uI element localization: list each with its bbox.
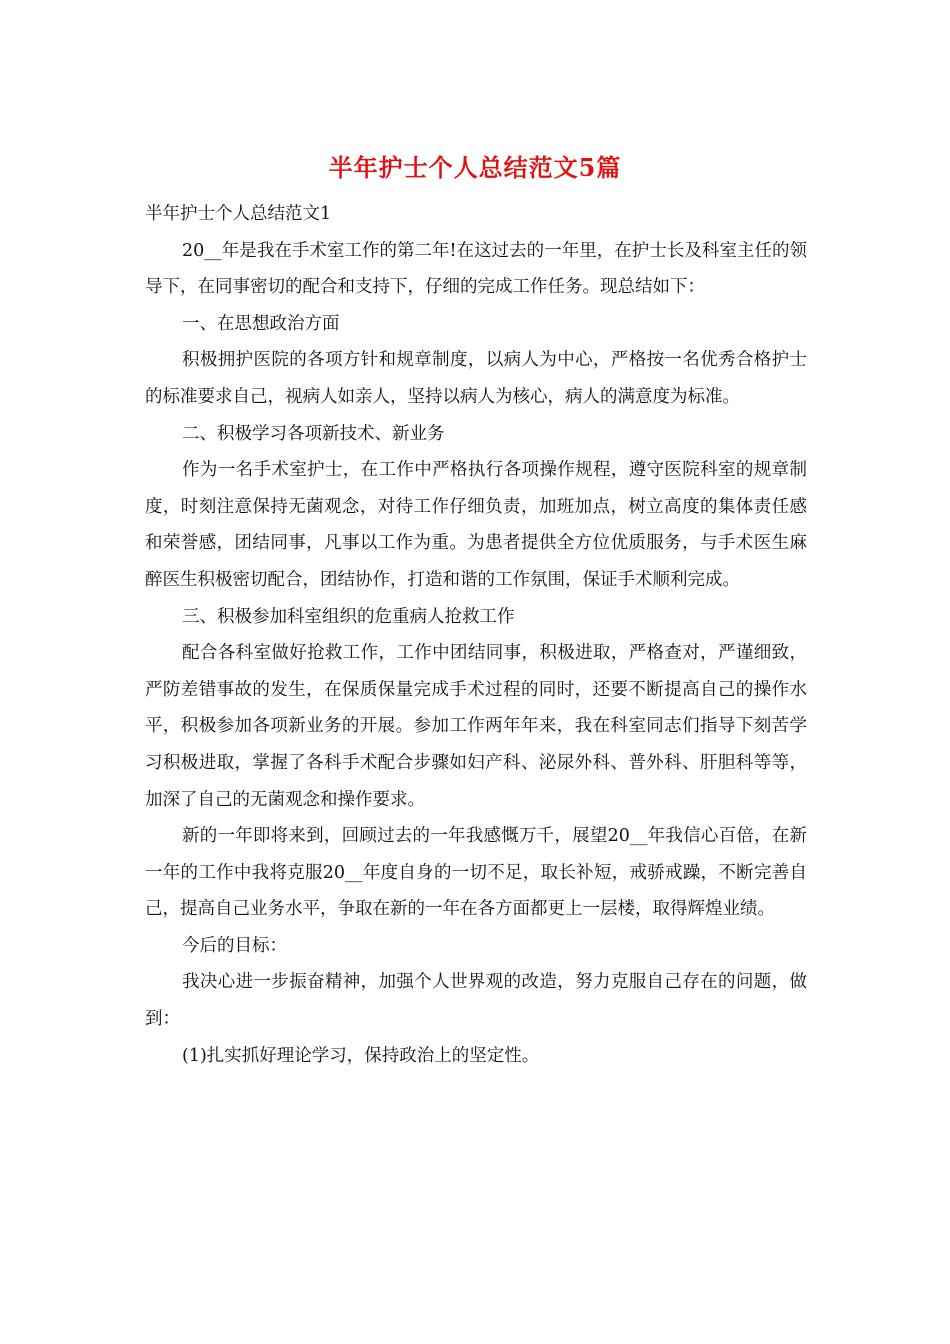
section-heading: 一、在思想政治方面 bbox=[182, 313, 340, 334]
paragraph: 配合各科室做好抢救工作，工作中团结同事，积极进取，严格查对，严谨细致，严防差错事故的发生，在保质保量完成手术过程的同时，还要不断提高自己的操作水平，积极参加各项新业务的开展。参加工作两年年来，我在科室同志们指导下刻苦学习积极进取，掌握了各科手术配合步骤如妇产科、泌尿外科、普外科、肝胆科等等，加深了自己的无菌观念和操作要求。 bbox=[145, 643, 807, 810]
section-heading: 半年护士个人总结范文1 bbox=[145, 204, 332, 224]
paragraph: 我决心进一步振奋精神，加强个人世界观的改造，努力克服自己存在的问题，做到： bbox=[145, 972, 807, 1030]
section-heading: 二、积极学习各项新技术、新业务 bbox=[182, 423, 445, 444]
document-body bbox=[145, 196, 807, 1074]
document-title: 半年护士个人总结范文5篇 bbox=[328, 153, 622, 182]
section-heading: 今后的目标： bbox=[182, 935, 287, 956]
section-heading: 三、积极参加科室组织的危重病人抢救工作 bbox=[182, 606, 515, 627]
list-item: (1)扎实抓好理论学习，保持政治上的坚定性。 bbox=[182, 1045, 540, 1066]
paragraph: 积极拥护医院的各项方针和规章制度，以病人为中心，严格按一名优秀合格护士的标准要求自己，视病人如亲人，坚持以病人为核心，病人的满意度为标准。 bbox=[145, 350, 807, 407]
paragraph: 作为一名手术室护士，在工作中严格执行各项操作规程，遵守医院科室的规章制度，时刻注意保持无菌观念，对待工作仔细负责，加班加点，树立高度的集体责任感和荣誉感，团结同事，凡事以工作为重。为患者提供全方位优质服务，与手术医生麻醉医生积极密切配合，团结协作，打造和谐的工作氛围，保证手术顺利完成。 bbox=[145, 460, 807, 590]
paragraph: 新的一年即将来到，回顾过去的一年我感慨万千，展望20__年我信心百倍，在新一年的工作中我将克服20__年度自身的一切不足，取长补短，戒骄戒躁，不断完善自己，提高自己业务水平，争取在新的一年在各方面都更上一层楼，取得辉煌业绩。 bbox=[145, 826, 807, 920]
paragraph: 20__年是我在手术室工作的第二年!在这过去的一年里，在护士长及科室主任的领导下，在同事密切的配合和支持下，仔细的完成工作任务。现总结如下： bbox=[145, 240, 807, 298]
